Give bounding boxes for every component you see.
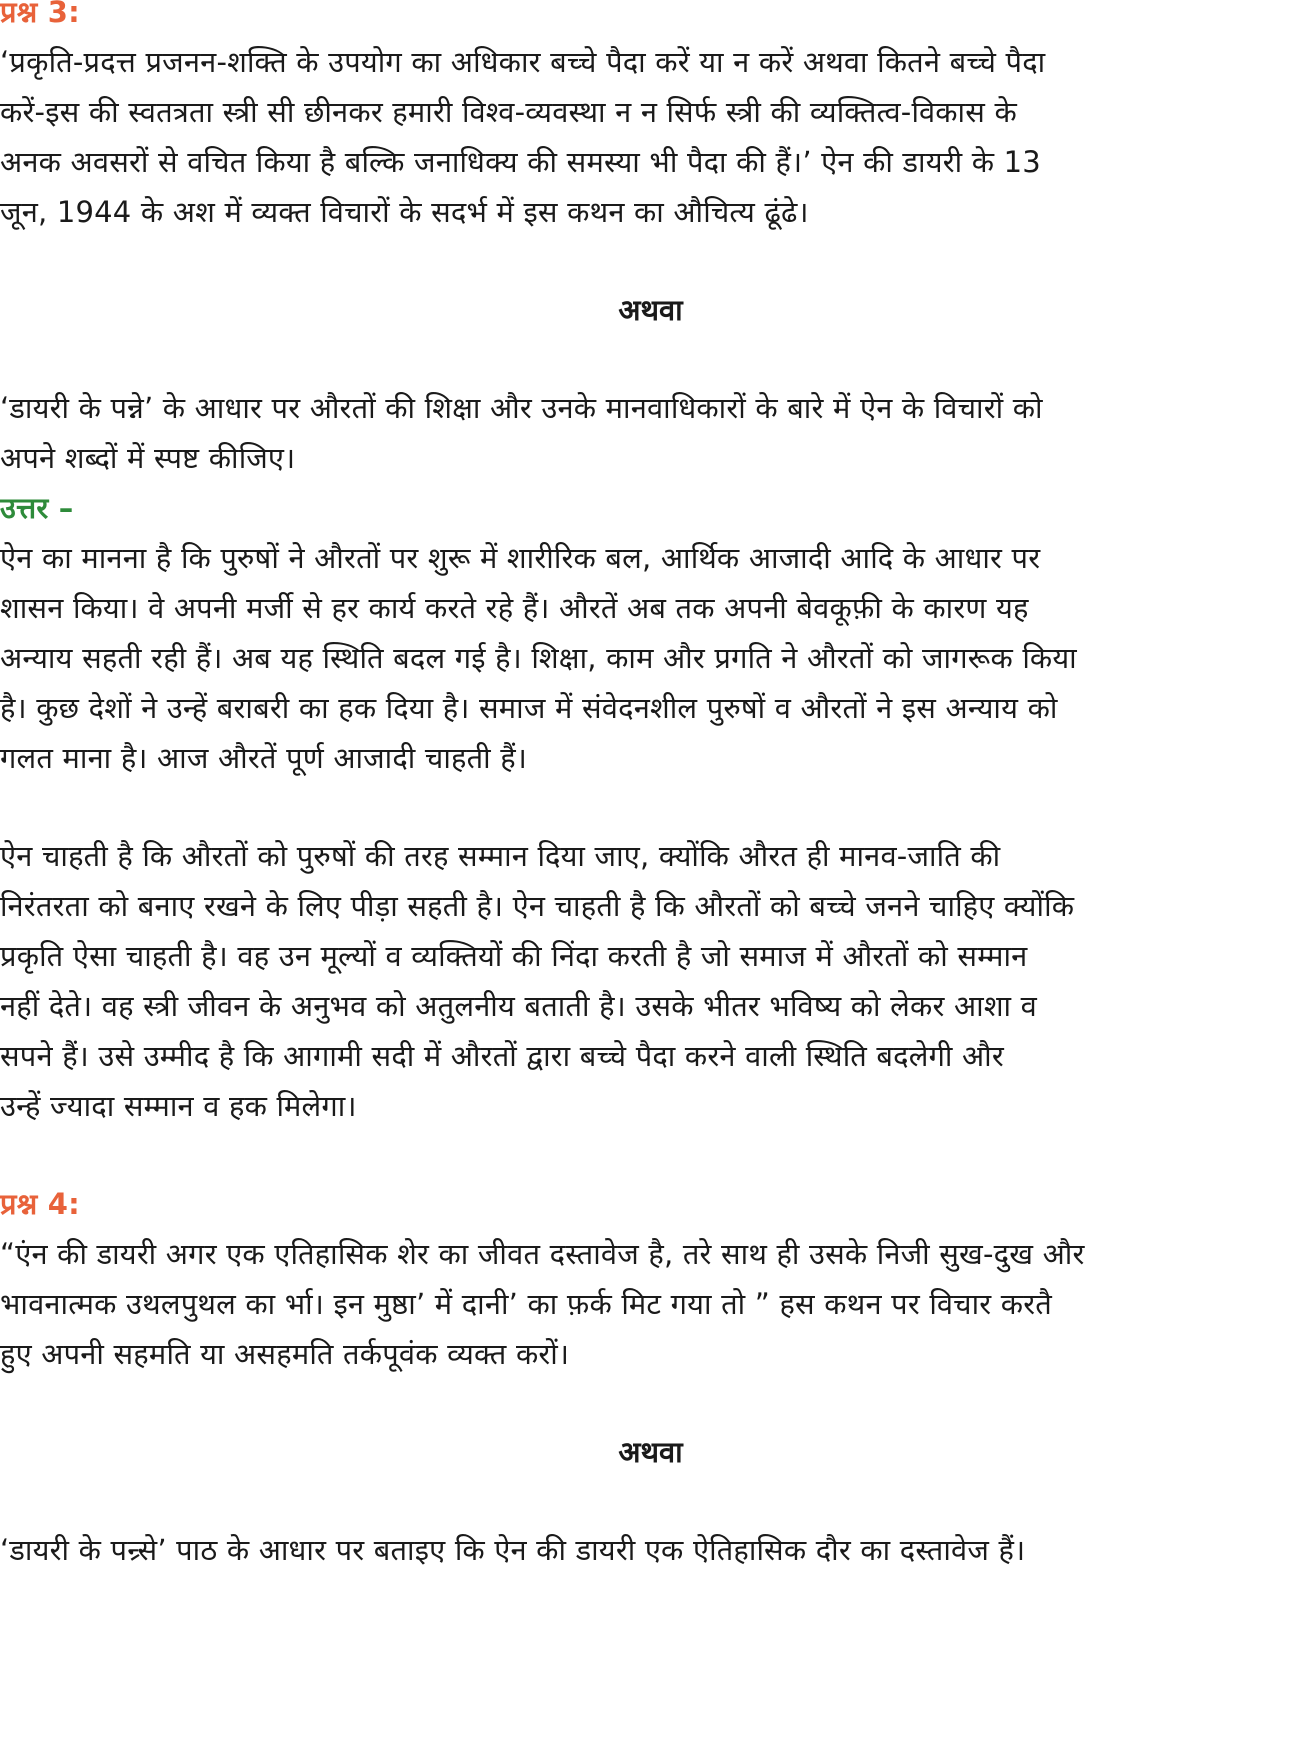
question-4-or-divider: अथवा	[618, 1435, 683, 1469]
question-4-line-1: “एंन की डायरी अगर एक एतिहासिक शेर का जीवत दस्तावेज है, तरे साथ ही उसके निजी सुख-दुख और	[0, 1237, 1085, 1271]
answer-para2-line-2: निरंतरता को बनाए रखने के लिए पीड़ा सहती है। ऐन चाहती है कि औरतों को बच्चे जनने चाहिए क्योंकि	[0, 889, 1075, 923]
answer-para2-line-5: सपने हैं। उसे उम्मीद है कि आगामी सदी में औरतों द्वारा बच्चे पैदा करने वाली स्थिति बदलेगी और	[0, 1039, 1004, 1073]
answer-para2-line-3: प्रकृति ऐसा चाहती है। वह उन मूल्यों व व्यक्तियों की निंदा करती है जो समाज में औरतों को सम्मान	[0, 939, 1028, 973]
answer-para1-line-4: है। कुछ देशों ने उन्हें बराबरी का हक दिया है। समाज में संवेदनशील पुरुषों व औरतों ने इस अन्याय को	[0, 691, 1058, 725]
answer-para1-line-3: अन्याय सहती रही हैं। अब यह स्थिति बदल गई है। शिक्षा, काम और प्रगति ने औरतों को जागरूक किया	[0, 641, 1077, 675]
answer-para2-line-4: नहीं देते। वह स्त्री जीवन के अनुभव को अतुलनीय बताती है। उसके भीतर भविष्य को लेकर आशा व	[0, 989, 1037, 1023]
answer-para1-line-5: गलत माना है। आज औरतें पूर्ण आजादी चाहती हैं।	[0, 741, 528, 775]
question-3-alt-line-2: अपने शब्दों में स्पष्ट कीजिए।	[0, 441, 296, 475]
question-4-heading: प्रश्न 4:	[0, 1187, 80, 1221]
question-3-or-divider: अथवा	[618, 293, 683, 327]
answer-heading: उत्तर –	[0, 491, 74, 525]
question-3-line-2: करें-इस की स्वतत्रता स्त्री सी छीनकर हमारी विश्व-व्यवस्था न न सिर्फ स्त्री की व्यक्तित्व-विकास के	[0, 95, 1017, 129]
question-3-line-1: ‘प्रकृति-प्रदत्त प्रजनन-शक्ति के उपयोग का अधिकार बच्चे पैदा करें या न करें अथवा कितने बच्चे पैदा	[0, 45, 1046, 79]
question-3-heading: प्रश्न 3:	[0, 0, 80, 29]
question-3-line-3: अनक अवसरों से वचित किया है बल्कि जनाधिक्य की समस्या भी पैदा की हैं।’ ऐन की डायरी के 13	[0, 145, 1041, 179]
question-3-alt-line-1: ‘डायरी के पन्ने’ के आधार पर औरतों की शिक्षा और उनके मानवाधिकारों के बारे में ऐन के विचारों को	[0, 391, 1043, 425]
question-4-line-2: भावनात्मक उथलपुथल का र्भा। इन मुष्ठा’ में दानी’ का फ़र्क मिट गया तो ” हस कथन पर विचार करतै	[0, 1287, 1053, 1321]
answer-para1-line-1: ऐन का मानना है कि पुरुषों ने औरतों पर शुरू में शारीरिक बल, आर्थिक आजादी आदि के आधार पर	[0, 541, 1041, 575]
answer-para2-line-6: उन्हें ज्यादा सम्मान व हक मिलेगा।	[0, 1089, 357, 1123]
question-4-line-3: हुए अपनी सहमति या असहमति तर्कपूवंक व्यक्त करों।	[0, 1337, 570, 1371]
answer-para2-line-1: ऐन चाहती है कि औरतों को पुरुषों की तरह सम्मान दिया जाए, क्योंकि औरत ही मानव-जाति की	[0, 839, 1001, 873]
answer-para1-line-2: शासन किया। वे अपनी मर्जी से हर कार्य करते रहे हैं। औरतें अब तक अपनी बेवकूफ़ी के कारण यह	[0, 591, 1029, 625]
question-3-line-4: जून, 1944 के अश में व्यक्त विचारों के सदर्भ में इस कथन का औचित्य ढूंढे।	[0, 195, 809, 229]
question-4-alt-line-1: ‘डायरी के पन्र्से’ पाठ के आधार पर बताइए कि ऐन की डायरी एक ऐतिहासिक दौर का दस्तावेज हैं।	[0, 1533, 1026, 1567]
